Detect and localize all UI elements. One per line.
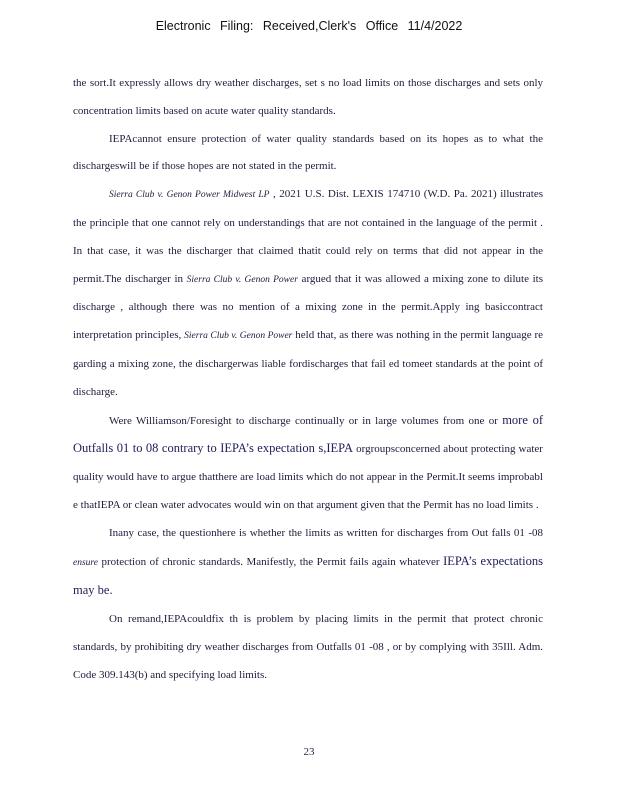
page-number: 23 bbox=[303, 746, 315, 758]
text-segment: Were Williamson/Foresight to discharge continually or in large volumes from one or bbox=[109, 414, 503, 427]
efiling-header: Electronic Filing: Received,Clerk's Office 11/4/2022 bbox=[155, 19, 463, 33]
text-segment: On remand,IEPAcouldfix th is problem by placing limits in the permit that protect chronic standards, by prohibiting dry weather discharges from Outfalls 01 -08 , or by complying with 35Ill. Adm. Code 309.143(b) and specifying load limits. bbox=[73, 613, 543, 681]
italic-citation: Sierra Club v. Genon Power bbox=[184, 331, 293, 342]
italic-citation: Sierra Club v. Genon Power Midwest LP bbox=[109, 190, 270, 201]
text-segment: more of Outfalls 01 to 08 contrary to IEPA’s expectation s,IEPA bbox=[73, 412, 543, 456]
text-segment: IEPAcannot ensure protection of water quality standards based on its hopes as to what the dischargeswill be if those hopes are not stated in the permit. bbox=[73, 132, 543, 173]
text-segment: IEPA’s expectations may be. bbox=[73, 553, 543, 598]
italic-citation: ensure bbox=[73, 557, 98, 568]
text-segment: protection of chronic standards. Manifestly, the Permit fails again whatever bbox=[97, 555, 444, 568]
paragraph bbox=[73, 606, 543, 689]
text-segment: held that, as there was nothing in the permit language re garding a mixing zone, the dischargerwas liable fordischarges that fail ed tomeet standards at the point of discharge. bbox=[73, 329, 544, 398]
italic-citation: Sierra Club v. Genon Power bbox=[186, 274, 298, 285]
text-segment: orgroupsconcerned about protecting water quality would have to argue thatthere are load limits which do not appear in the Permit.It seems improbabl e thatIEPA or clean water advocates would win on that argument given that the Permit has no load limits . bbox=[73, 443, 543, 511]
paragraph bbox=[73, 407, 543, 520]
text-segment: argued that it was allowed a mixing zone to dilute its discharge , although there was no mention of a mixing zone in the permit.Apply ing basiccontract interpretation principles, bbox=[73, 272, 543, 342]
text-segment: , 2021 U.S. Dist. LEXIS 174710 (W.D. Pa. 2021) illustrates the principle that one cannot rely on understandings that are not contained in the language of the permit . In that case, it was the discharger that claimed thatit could rely on terms that did not appear in the permit.The discharger in bbox=[73, 188, 543, 285]
text-segment: Inany case, the questionhere is whether the limits as written for discharges from Out falls 01 -08 bbox=[109, 526, 543, 539]
paragraph bbox=[73, 520, 543, 606]
paragraph bbox=[73, 126, 543, 182]
text-segment: the sort.It expressly allows dry weather discharges, set s no load limits on those discharges and sets only concentration limits based on acute water quality standards. bbox=[73, 77, 543, 117]
paragraph bbox=[73, 181, 543, 406]
paragraph bbox=[73, 70, 543, 126]
document-body bbox=[73, 70, 543, 690]
